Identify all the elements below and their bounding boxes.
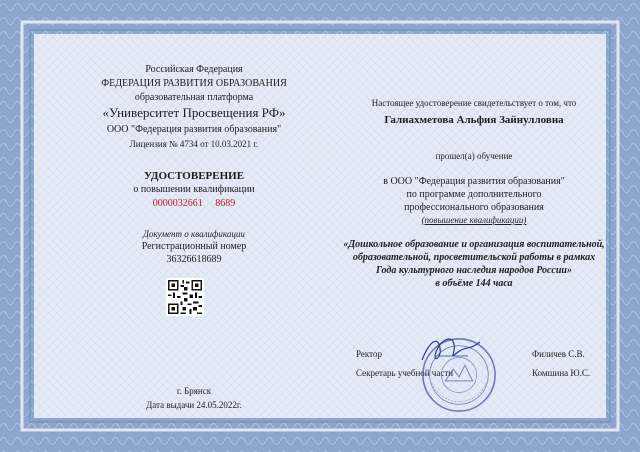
- course-line-2: образовательной, просветительской работы в рамках: [352, 252, 596, 263]
- secretary-label: Секретарь учебной части: [356, 368, 454, 378]
- rector-signature-icon: [418, 330, 488, 370]
- issuer-federation: ФЕДЕРАЦИЯ РАЗВИТИЯ ОБРАЗОВАНИЯ: [101, 78, 287, 89]
- certificate-subtitle: о повышении квалификации: [133, 184, 255, 195]
- certificate-paper: [34, 34, 606, 418]
- issuer-org-name: ООО "Федерация развития образования": [106, 124, 282, 135]
- reg-label: Регистрационный номер: [141, 241, 247, 252]
- program-line-1: по программе дополнительного: [406, 189, 542, 200]
- intro-text: Настоящее удостоверение свидетельствует о том, что: [371, 98, 577, 108]
- program-type: (повышение квалификации): [421, 215, 527, 225]
- qr-code-icon: [166, 278, 204, 316]
- org-line: в ООО "Федерация развития образования": [383, 176, 565, 187]
- rector-name: Филичев С.В.: [532, 349, 585, 359]
- recipient-name: Галиахметова Альфия Зайнулловна: [384, 114, 564, 126]
- secretary-name: Комшина Ю.С.: [532, 368, 591, 378]
- rector-label: Ректор: [356, 349, 382, 359]
- program-line-2: профессионального образования: [404, 202, 544, 213]
- issuer-country: Российская Федерация: [145, 64, 243, 75]
- course-line-1: «Дошкольное образование и организация воспитательной,: [343, 239, 605, 250]
- certificate-serial: 0000032661 8689: [152, 198, 236, 209]
- course-line-3: Года культурного наследия народов России»: [376, 265, 572, 276]
- issuer-license: Лицензия № 4734 от 10.03.2021 г.: [129, 139, 259, 149]
- completed-text: прошел(а) обучение: [435, 151, 513, 161]
- issue-city: г. Брянск: [176, 386, 212, 396]
- doc-label: Документ о квалификации: [143, 229, 245, 239]
- course-hours: в объёме 144 часа: [435, 278, 513, 289]
- issuer-platform-name: «Университет Просвещения РФ»: [102, 105, 286, 120]
- reg-number: 36326618689: [166, 254, 222, 265]
- issuer-platform-label: образовательная платформа: [134, 92, 254, 103]
- certificate-title: УДОСТОВЕРЕНИЕ: [143, 170, 245, 182]
- issue-date: Дата выдачи 24.05.2022г.: [146, 400, 242, 410]
